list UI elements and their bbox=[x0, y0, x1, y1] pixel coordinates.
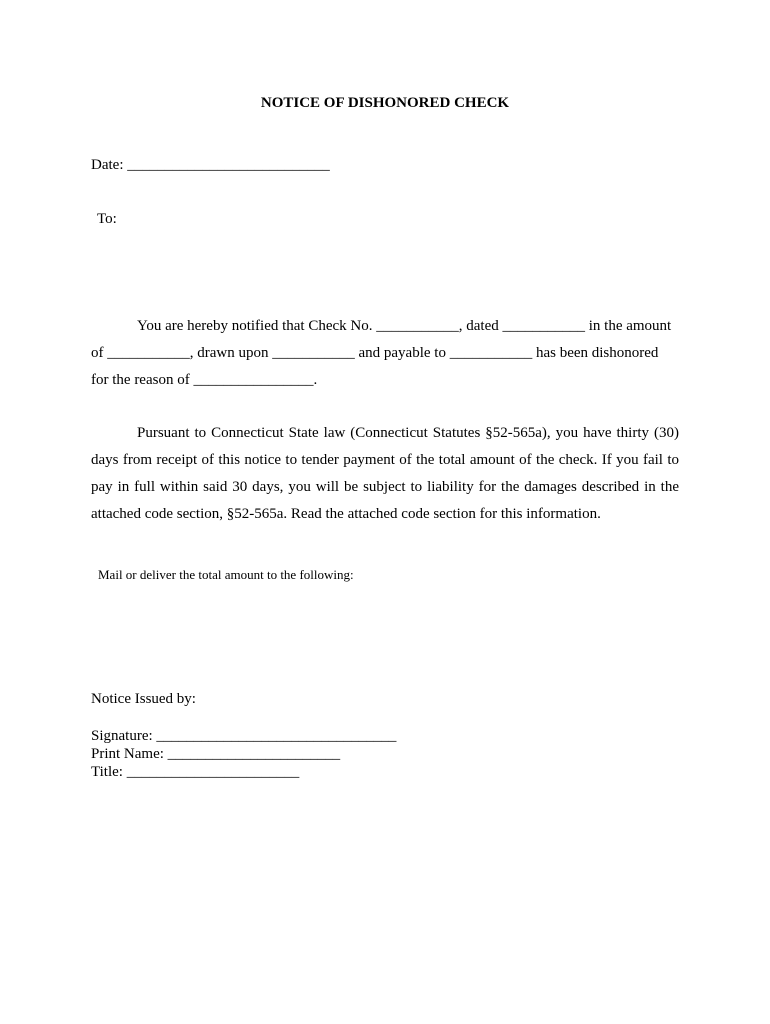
paragraph1-line1: You are hereby notified that Check No. ___________, dated ___________ in the amount bbox=[137, 318, 672, 334]
notice-issued-by-label: Notice Issued by: bbox=[91, 691, 196, 707]
paragraph2-line3: pay in full within said 30 days, you will be subject to liability for the damages described in the bbox=[91, 479, 679, 495]
paragraph1-line3: for the reason of ________________. bbox=[91, 372, 318, 388]
paragraph2-line4: attached code section, §52-565a. Read the attached code section for this information. bbox=[91, 506, 601, 522]
title-field-line: Title: _______________________ bbox=[91, 764, 300, 780]
paragraph2-line2: days from receipt of this notice to tender payment of the total amount of the check. If you fail to bbox=[91, 452, 679, 468]
to-label: To: bbox=[97, 211, 117, 227]
paragraph1-line2: of ___________, drawn upon ___________ and payable to ___________ has been dishonored bbox=[91, 345, 659, 361]
signature-field-line: Signature: ________________________________ bbox=[91, 728, 397, 744]
paragraph2-line1: Pursuant to Connecticut State law (Connecticut Statutes §52-565a), you have thirty (30) bbox=[137, 425, 679, 441]
mail-instruction: Mail or deliver the total amount to the following: bbox=[98, 567, 354, 582]
document-title: NOTICE OF DISHONORED CHECK bbox=[260, 95, 510, 111]
print-name-field-line: Print Name: _______________________ bbox=[91, 746, 341, 762]
date-field-line: Date: ___________________________ bbox=[91, 157, 330, 173]
